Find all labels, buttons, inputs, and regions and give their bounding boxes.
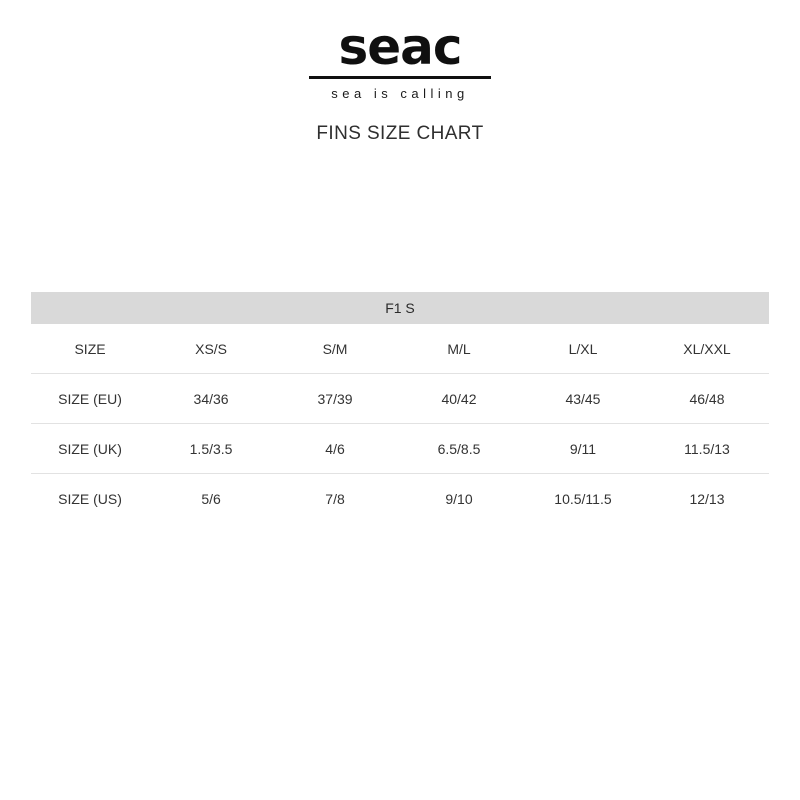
cell-value: 11.5/13 [645, 424, 769, 474]
row-label: SIZE (UK) [31, 424, 149, 474]
cell-value: 9/11 [521, 424, 645, 474]
cell-value: 40/42 [397, 374, 521, 424]
column-header-m-l: M/L [397, 324, 521, 374]
cell-value: 5/6 [201, 490, 221, 507]
size-chart-table [31, 292, 769, 523]
table-group-row [31, 292, 769, 324]
page-title: FINS SIZE CHART [316, 123, 484, 144]
cell-value: 7/8 [325, 490, 345, 507]
brand-divider [309, 76, 491, 79]
brand-tagline: sea is calling [331, 86, 469, 101]
group-label: F1 S [31, 292, 769, 324]
brand-name: seac [338, 18, 462, 76]
size-chart-table-wrapper [31, 292, 769, 523]
cell-value: 12/13 [689, 490, 725, 507]
row-label: SIZE (US) [58, 490, 122, 507]
table-row [31, 374, 769, 424]
cell-value: 46/48 [645, 374, 769, 424]
column-header-xl-xxl: XL/XXL [645, 324, 769, 374]
cell-value: 6.5/8.5 [397, 424, 521, 474]
cell-value: 4/6 [273, 424, 397, 474]
table-row [31, 424, 769, 474]
column-header-size: SIZE [31, 324, 149, 374]
cell-value: 37/39 [273, 374, 397, 424]
row-label: SIZE (EU) [31, 374, 149, 424]
column-header-xs-s: XS/S [149, 324, 273, 374]
cell-value: 1.5/3.5 [149, 424, 273, 474]
brand-header [0, 0, 800, 101]
column-header-l-xl: L/XL [521, 324, 645, 374]
table-header-row [31, 324, 769, 374]
table-row [31, 474, 769, 524]
cell-value: 9/10 [445, 490, 473, 507]
cell-value: 43/45 [521, 374, 645, 424]
cell-value: 10.5/11.5 [554, 490, 612, 507]
cell-value: 34/36 [149, 374, 273, 424]
column-header-s-m: S/M [273, 324, 397, 374]
